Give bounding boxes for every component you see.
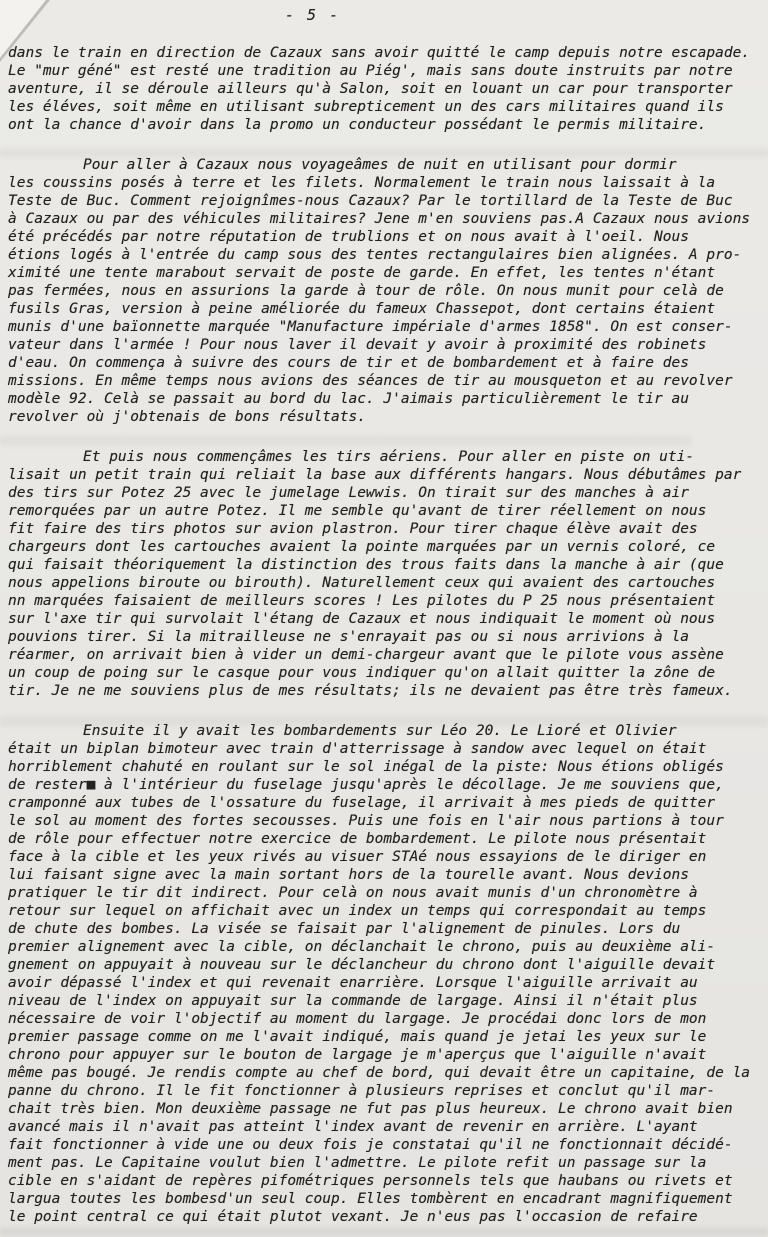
text-line: ximité une tente marabout servait de poste de garde. En effet, les tentes n'étant xyxy=(8,265,716,281)
text-line: fusils Gras, version à peine améliorée du fameux Chassepot, dont certains étaient xyxy=(8,301,716,317)
text-line: modèle 92. Celà se passait au bord du lac. J'aimais particulièrement le tir au xyxy=(8,391,689,407)
text-line: nécessaire de voir l'objectif au moment du largage. Je procédai donc lors de mon xyxy=(8,1011,707,1027)
text-line: pouvions tirer. Si la mitrailleuse ne s'enrayait pas ou si nous arrivions à la xyxy=(8,629,689,645)
text-line: cible en s'aidant de repères pifométriques personnels tels que haubans ou rivets et xyxy=(8,1173,733,1189)
text-line: les éléves, soit même en utilisant subrepticement un des cars militaires quand ils xyxy=(8,99,724,115)
text-line: réarmer, on arrivait bien à vider un demi-chargeur avant que le pilote vous assène xyxy=(8,647,724,663)
text-line: remorquées par un autre Potez. Il me semble qu'avant de tirer réellement on nous xyxy=(8,503,707,519)
text-line: largua toutes les bombesd'un seul coup. Elles tombèrent en encadrant magnifiquement xyxy=(8,1191,733,1207)
text-line: de chute des bombes. La visée se faisait par l'alignement de pinules. Lors du xyxy=(8,921,681,937)
text-line: fait fonctionner à vide une ou deux fois je constatai qu'il ne fonctionnait décidé- xyxy=(8,1137,733,1153)
paragraph xyxy=(8,448,764,700)
text-line: chargeurs dont les cartouches avaient la pointe marquées par un vernis coloré, ce xyxy=(8,539,716,555)
text-line: pratiquer le tir dit indirect. Pour celà on nous avait munis d'un chronomètre à xyxy=(8,885,698,901)
text-line: munis d'une baïonnette marquée "Manufacture impériale d'armes 1858". On est conser- xyxy=(8,319,733,335)
text-line: Ensuite il y avait les bombardements sur Léo 20. Le Lioré et Olivier xyxy=(83,723,677,739)
text-line: des tirs sur Potez 25 avec le jumelage Lewwis. On tirait sur des manches à air xyxy=(8,485,689,501)
text-line: d'eau. On commença à suivre des cours de tir et de bombardement et à faire des xyxy=(8,355,689,371)
text-line: cramponné aux tubes de l'ossature du fuselage, il arrivait à mes pieds de quitter xyxy=(8,795,716,811)
text-line: dans le train en direction de Cazaux sans avoir quitté le camp depuis notre escapade. xyxy=(8,45,751,61)
text-line: ment pas. Le Capitaine voulut bien l'admettre. Le pilote refit un passage sur la xyxy=(8,1155,707,1171)
text-line: Teste de Buc. Comment rejoignîmes-nous Cazaux? Par le tortillard de la Teste de Buc xyxy=(8,193,733,209)
text-line: vateur dans l'armée ! Pour nous laver il devait y avoir à proximité des robinets xyxy=(8,337,707,353)
text-line: retour sur lequel on affichait avec un index un temps qui correspondait au temps xyxy=(8,903,707,919)
text-line: qui faisait théoriquement la distinction des trous faits dans la manche à air (que xyxy=(8,557,724,573)
text-line: un coup de poing sur le casque pour vous indiquer qu'on allait quitter la zône de xyxy=(8,665,716,681)
text-line: de rôle pour effectuer notre exercice de bombardement. Le pilote nous présentait xyxy=(8,831,707,847)
text-line: nn marquées faisaient de meilleurs scores ! Les pilotes du P 25 nous présentaient xyxy=(8,593,716,609)
text-line: lisait un petit train qui reliait la base aux différents hangars. Nous débutâmes par xyxy=(8,467,742,483)
paragraph xyxy=(8,44,764,134)
text-line: ont la chance d'avoir dans la promo un conducteur possédant le permis militaire. xyxy=(8,117,707,133)
text-line: à Cazaux ou par des véhicules militaires? Jene m'en souviens pas.A Cazaux nous avions xyxy=(8,211,751,227)
scan-smudge xyxy=(0,1228,768,1236)
text-line: avancé mais il n'avait pas atteint l'index avant de revenir en arrière. L'ayant xyxy=(8,1119,698,1135)
page-number: - 5 - xyxy=(285,6,341,24)
text-line: lui faisant signe avec la main sortant hors de la tourelle avant. Nous devions xyxy=(8,867,689,883)
text-line: été précédés par notre réputation de trublions et on nous avait à l'oeil. Nous xyxy=(8,229,689,245)
text-line: premier alignement avec la cible, on déclanchait le chrono, puis au deuxième ali- xyxy=(8,939,716,955)
text-line: Et puis nous commençâmes les tirs aériens. Pour aller en piste on uti- xyxy=(83,449,695,465)
text-line: le point central ce qui était plutot vexant. Je n'eus pas l'occasion de refaire xyxy=(8,1209,698,1225)
text-line: tir. Je ne me souviens plus de mes résultats; ils ne devaient pas être très fameux. xyxy=(8,683,733,699)
text-line: aventure, il se déroule ailleurs qu'à Salon, soit en louant un car pour transporter xyxy=(8,81,733,97)
text-line: de rester■ à l'intérieur du fuselage jusqu'après le décollage. Je me souviens que, xyxy=(8,777,724,793)
text-line: horriblement chahuté en roulant sur le sol inégal de la piste: Nous étions obligés xyxy=(8,759,724,775)
document-body xyxy=(8,44,764,1226)
text-line: panne du chrono. Il le fit fonctionner à plusieurs reprises et conclut qu'il mar- xyxy=(8,1083,716,1099)
text-line: Pour aller à Cazaux nous voyageâmes de nuit en utilisant pour dormir xyxy=(83,157,677,173)
text-line: étions logés à l'entrée du camp sous des tentes rectangulaires bien alignées. A pro- xyxy=(8,247,742,263)
text-line: sur l'axe tir qui survolait l'étang de Cazaux et nous indiquait le moment où nous xyxy=(8,611,716,627)
text-line: avoir dépassé l'index et qui revenait enarrière. Lorsque l'aiguille arrivait au xyxy=(8,975,698,991)
text-line: le sol au moment des fortes secousses. Puis une fois en l'air nous partions à tour xyxy=(8,813,724,829)
text-line: même pas bougé. Je rendis compte au chef de bord, qui devait être un capitaine, de la xyxy=(8,1065,751,1081)
text-line: fit faire des tirs photos sur avion plastron. Pour tirer chaque élève avait des xyxy=(8,521,698,537)
text-line: chait très bien. Mon deuxième passage ne fut pas plus heureux. Le chrono avait bien xyxy=(8,1101,733,1117)
text-line: premier passage comme on me l'avait indiqué, mais quand je jetai les yeux sur le xyxy=(8,1029,707,1045)
text-line: Le "mur géné" est resté une tradition au Piég', mais sans doute instruits par notre xyxy=(8,63,733,79)
text-line: niveau de l'index on appuyait sur la commande de largage. Ainsi il n'était plus xyxy=(8,993,698,1009)
paragraph xyxy=(8,722,764,1226)
text-line: pas fermées, nous en assurions la garde à tour de rôle. On nous munit pour celà de xyxy=(8,283,724,299)
text-line: chrono pour appuyer sur le bouton de largage je m'aperçus que l'aiguille n'avait xyxy=(8,1047,707,1063)
text-line: les coussins posés à terre et les filets. Normalement le train nous laissait à la xyxy=(8,175,716,191)
text-line: gnement on appuyait à nouveau sur le déclancheur du chrono dont l'aiguille devait xyxy=(8,957,716,973)
text-line: nous appelions biroute ou birouth). Naturellement ceux qui avaient des cartouches xyxy=(8,575,716,591)
paragraph xyxy=(8,156,764,426)
text-line: était un biplan bimoteur avec train d'atterrissage à sandow avec lequel on était xyxy=(8,741,707,757)
text-line: missions. En même temps nous avions des séances de tir au mousqueton et au revolver xyxy=(8,373,733,389)
text-line: revolver où j'obtenais de bons résultats. xyxy=(8,409,366,425)
text-line: face à la cible et les yeux rivés au visuer STAé nous essayions de le diriger en xyxy=(8,849,707,865)
